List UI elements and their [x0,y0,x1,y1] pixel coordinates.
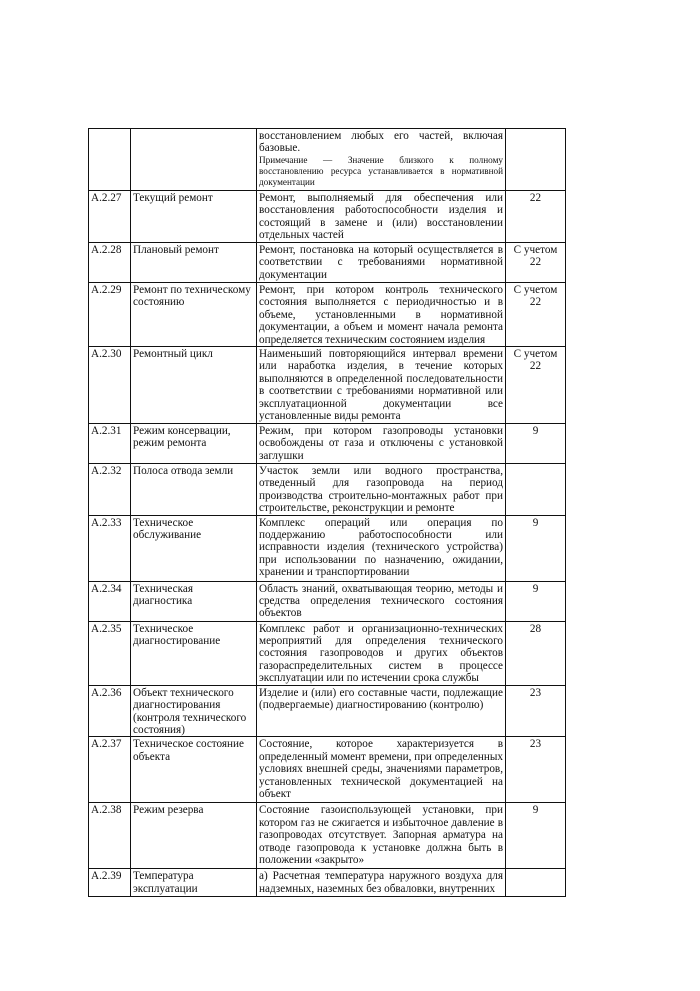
term-reference: С учетом 22 [506,347,566,424]
term-code: А.2.35 [89,621,131,685]
term-name: Техническое диагностирование [131,621,257,685]
term-name: Режим консервации, режим ремонта [131,424,257,464]
definition-text: восстановлением любых его частей, включая базовые. [259,130,503,155]
term-reference: 9 [506,424,566,464]
term-name: Техническое обслуживание [131,515,257,581]
table-row [89,464,566,516]
term-code: А.2.34 [89,581,131,621]
term-definition: Ремонт, выполняемый для обеспечения или восстановления работоспособности изделия и состоящий в замене и (или) восстановлении отдельных частей [257,191,506,243]
term-code: А.2.36 [89,685,131,737]
term-reference: 22 [506,191,566,243]
term-name: Ремонт по техническому состоянию [131,283,257,347]
term-code: А.2.28 [89,243,131,283]
table-row [89,803,566,869]
term-definition: Комплекс работ и организационно-технических мероприятий для определения технического состояния газопроводов и других объектов газораспределительных систем в процессе эксплуатации или по истечении срока службы [257,621,506,685]
term-reference: 28 [506,621,566,685]
term-reference: 23 [506,685,566,737]
term-name: Режим резерва [131,803,257,869]
table-row [89,869,566,897]
term-reference [506,129,566,191]
term-code: А.2.32 [89,464,131,516]
term-reference: 9 [506,803,566,869]
term-code: А.2.31 [89,424,131,464]
term-name: Полоса отвода земли [131,464,257,516]
term-definition: а) Расчетная температура наружного воздуха для надземных, наземных без обваловки, внутренних [257,869,506,897]
term-definition: Область знаний, охватывающая теорию, методы и средства определения технического состояния объектов [257,581,506,621]
term-name: Текущий ремонт [131,191,257,243]
term-code: А.2.29 [89,283,131,347]
table-row [89,424,566,464]
term-reference: 9 [506,515,566,581]
term-definition: Комплекс операций или операция по поддержанию работоспособности или исправности изделия (технического устройства) при использовании по назначению, ожидании, хранении и транспортировании [257,515,506,581]
term-definition: Наименьший повторяющийся интервал времени или наработка изделия, в течение которых выполняются в определенной последовательности в соответствии с требованиями нормативной или эксплуатационной документации все установленные виды ремонта [257,347,506,424]
term-reference: С учетом 22 [506,283,566,347]
term-definition: Ремонт, при котором контроль технического состояния выполняется с периодичностью и в объеме, установленными в нормативной документации, а объем и момент начала ремонта определяется техническим состоянием изделия [257,283,506,347]
table-row [89,621,566,685]
table-row [89,347,566,424]
term-definition: Изделие и (или) его составные части, подлежащие (подвергаемые) диагностированию (контролю) [257,685,506,737]
term-reference [506,869,566,897]
term-definition: Состояние, которое характеризуется в определенный момент времени, при определенных условиях внешней среды, значениями параметров, установленных технической документацией на объект [257,737,506,803]
term-name: Плановый ремонт [131,243,257,283]
term-definition: Состояние газоиспользующей установки, при котором газ не сжигается и избыточное давление в газопроводах отсутствует. Запорная арматура на отводе газопровода к установке должна быть в положении «закрыто» [257,803,506,869]
table-row [89,737,566,803]
table-row [89,581,566,621]
term-code: А.2.38 [89,803,131,869]
term-code: А.2.39 [89,869,131,897]
term-code: А.2.33 [89,515,131,581]
term-reference: С учетом 22 [506,243,566,283]
term-reference [506,464,566,516]
term-name: Объект технического диагностирования (контроля технического состояния) [131,685,257,737]
term-code [89,129,131,191]
term-code: А.2.30 [89,347,131,424]
term-definition: Ремонт, постановка на который осуществляется в соответствии с требованиями нормативной документации [257,243,506,283]
terms-table [88,128,566,897]
term-definition [257,129,506,191]
term-reference: 9 [506,581,566,621]
table-row [89,129,566,191]
term-definition: Участок земли или водного пространства, отведенный для газопровода на период производства строительно-монтажных работ при строительстве, реконструкции и ремонте [257,464,506,516]
table-row [89,283,566,347]
term-code: А.2.37 [89,737,131,803]
table-row [89,191,566,243]
table-row [89,685,566,737]
term-code: А.2.27 [89,191,131,243]
term-name: Ремонтный цикл [131,347,257,424]
definition-note: Примечание — Значение близкого к полному восстановлению ресурса устанавливается в нормативной документации [259,154,503,187]
table-row [89,515,566,581]
term-reference: 23 [506,737,566,803]
table-row [89,243,566,283]
term-definition: Режим, при котором газопроводы установки освобождены от газа и отключены с установкой заглушки [257,424,506,464]
term-name: Техническое состояние объекта [131,737,257,803]
term-name [131,129,257,191]
term-name: Температура эксплуатации [131,869,257,897]
term-name: Техническая диагностика [131,581,257,621]
